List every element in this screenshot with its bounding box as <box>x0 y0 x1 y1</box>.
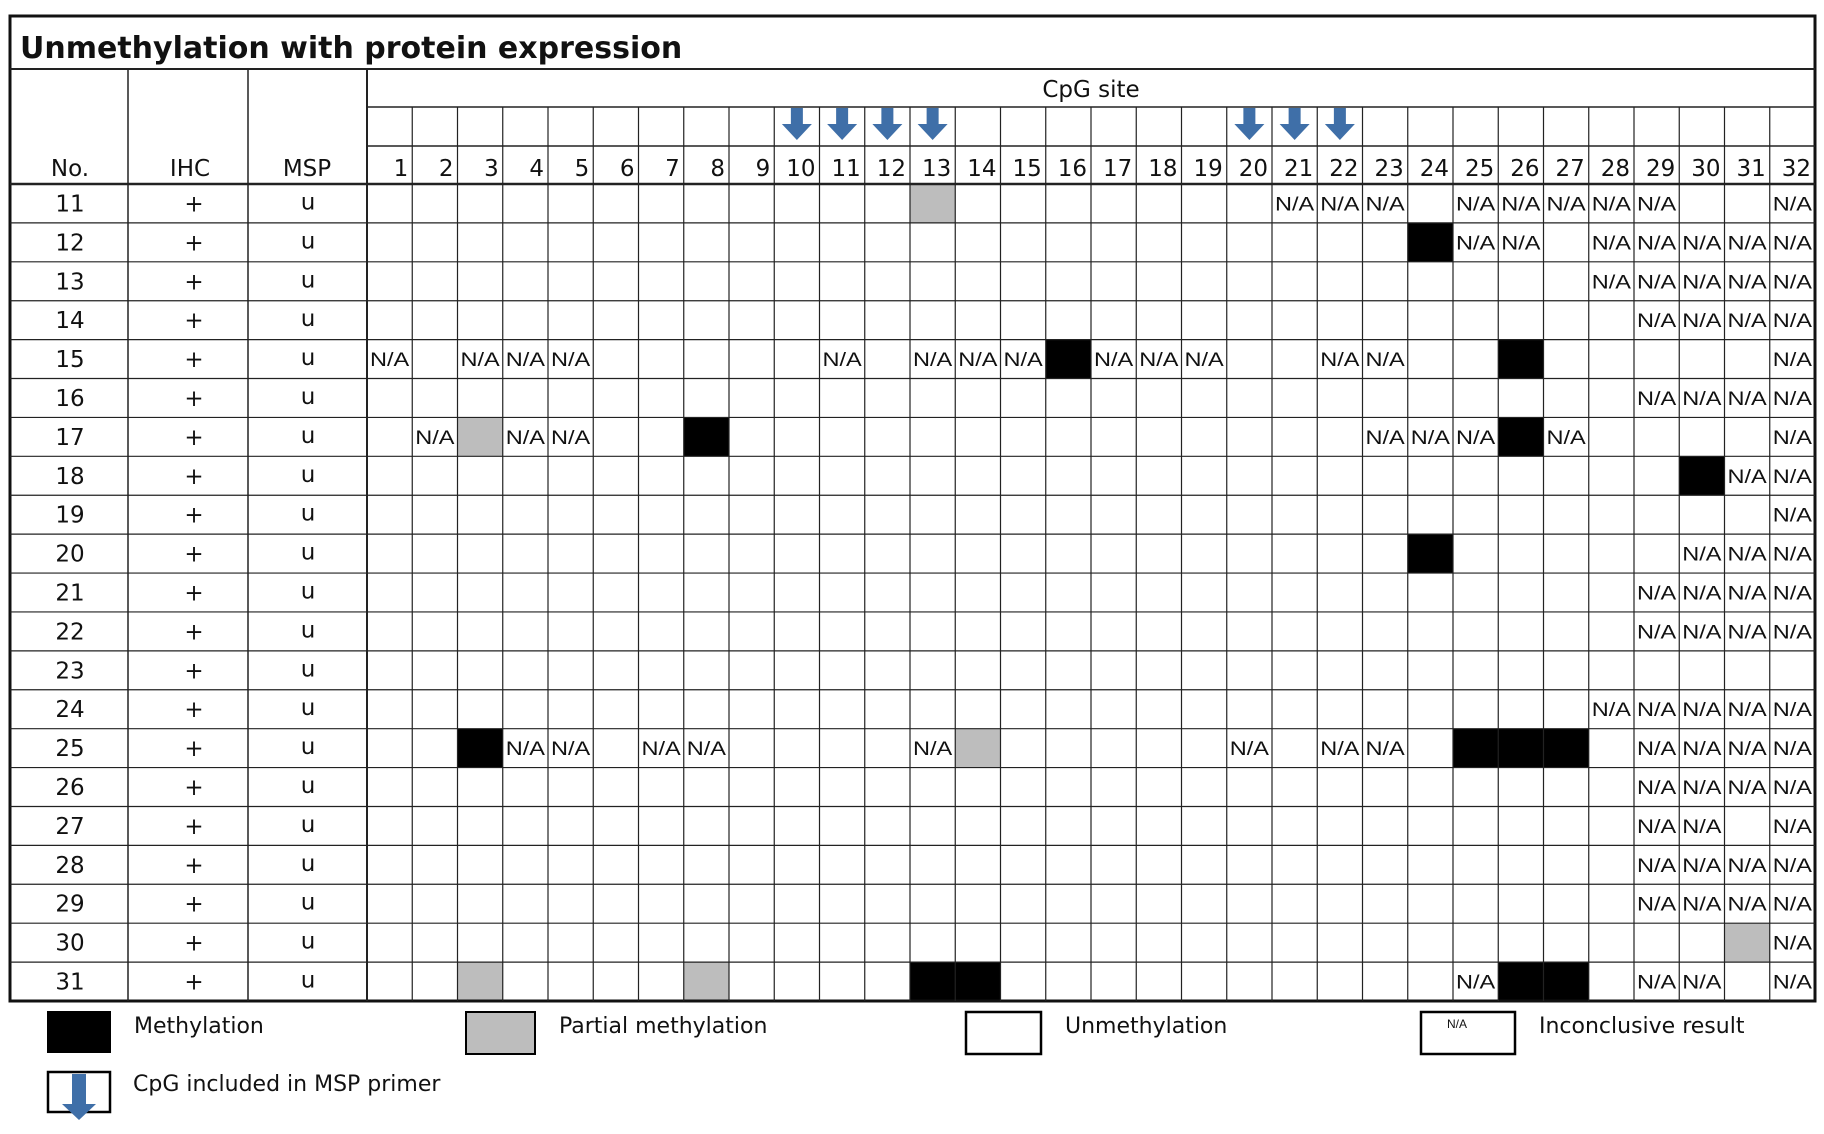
na-cell: N/A <box>1501 233 1541 255</box>
row-msp: u <box>300 189 316 216</box>
na-cell: N/A <box>1772 311 1813 333</box>
methylation-cell <box>458 729 503 768</box>
legend-unmethylation-label: Unmethylation <box>1065 1014 1228 1039</box>
site-label: 10 <box>786 156 816 182</box>
partial-methylation-cell <box>458 962 503 1001</box>
na-cell: N/A <box>1772 388 1813 410</box>
row-msp: u <box>300 228 316 255</box>
methylation-cell <box>1498 729 1543 768</box>
na-cell: N/A <box>1637 972 1677 994</box>
na-cell: N/A <box>1727 778 1768 800</box>
na-cell: N/A <box>1637 816 1677 838</box>
na-cell: N/A <box>1682 700 1722 722</box>
site-label: 28 <box>1600 156 1630 182</box>
na-cell: N/A <box>1682 972 1722 994</box>
methylation-cell <box>1679 456 1724 495</box>
row-msp: u <box>300 383 316 410</box>
site-label: 8 <box>710 156 725 182</box>
na-cell: N/A <box>1637 194 1677 216</box>
na-cell: N/A <box>641 739 682 761</box>
na-cell: N/A <box>1772 778 1813 800</box>
na-cell: N/A <box>1772 505 1813 527</box>
methylation-cell <box>1498 962 1543 1001</box>
methylation-cell <box>1498 340 1543 379</box>
na-cell: N/A <box>1727 272 1768 294</box>
na-cell: N/A <box>1682 816 1722 838</box>
row-ihc: + <box>184 658 204 685</box>
row-no: 12 <box>55 230 85 257</box>
row-no: 23 <box>55 658 85 685</box>
na-cell: N/A <box>1456 972 1496 994</box>
row-msp: u <box>300 578 316 605</box>
methylation-cell <box>1408 534 1453 573</box>
site-label: 13 <box>921 156 952 182</box>
na-cell: N/A <box>1682 272 1722 294</box>
row-no: 16 <box>55 385 85 412</box>
na-cell: N/A <box>1456 233 1496 255</box>
na-cell: N/A <box>1229 739 1270 761</box>
site-label: 30 <box>1691 156 1721 182</box>
site-label: 23 <box>1374 156 1404 182</box>
row-msp: u <box>300 928 316 955</box>
row-msp: u <box>300 656 316 683</box>
row-ihc: + <box>184 347 204 374</box>
na-cell: N/A <box>1727 583 1768 605</box>
na-cell: N/A <box>1591 194 1632 216</box>
na-cell: N/A <box>460 350 501 372</box>
na-cell: N/A <box>1365 194 1406 216</box>
na-cell: N/A <box>1139 350 1179 372</box>
row-msp: u <box>300 267 316 294</box>
methylation-cell <box>1544 729 1589 768</box>
row-msp: u <box>300 422 316 449</box>
row-msp: u <box>300 811 316 838</box>
row-no: 25 <box>55 736 85 763</box>
na-cell: N/A <box>913 739 953 761</box>
na-cell: N/A <box>1727 855 1768 877</box>
site-label: 27 <box>1555 156 1585 182</box>
partial-methylation-cell <box>955 729 1000 768</box>
legend-primer-label: CpG included in MSP primer <box>133 1072 441 1097</box>
na-cell: N/A <box>1772 427 1813 449</box>
partial-methylation-cell <box>684 962 729 1001</box>
row-msp: u <box>300 617 316 644</box>
na-cell: N/A <box>505 739 546 761</box>
row-no: 15 <box>55 347 85 374</box>
row-no: 11 <box>55 191 85 218</box>
methylation-cell <box>1453 729 1498 768</box>
na-cell: N/A <box>1682 739 1722 761</box>
row-msp: u <box>300 695 316 722</box>
site-label: 3 <box>484 156 499 182</box>
header-no: No. <box>50 156 90 182</box>
na-cell: N/A <box>505 427 546 449</box>
row-ihc: + <box>184 852 204 879</box>
na-cell: N/A <box>505 350 546 372</box>
methylation-cell <box>955 962 1000 1001</box>
na-cell: N/A <box>1501 194 1541 216</box>
na-cell: N/A <box>1772 466 1813 488</box>
legend-inconclusive-label: Inconclusive result <box>1539 1014 1745 1039</box>
na-cell: N/A <box>551 739 591 761</box>
methylation-cell <box>1544 962 1589 1001</box>
row-no: 18 <box>55 463 85 490</box>
site-label: 1 <box>393 156 409 182</box>
row-ihc: + <box>184 541 204 568</box>
na-cell: N/A <box>1637 311 1677 333</box>
na-cell: N/A <box>551 350 591 372</box>
na-cell: N/A <box>1320 194 1360 216</box>
na-cell: N/A <box>1772 194 1813 216</box>
na-cell: N/A <box>1003 350 1044 372</box>
site-label: 15 <box>1012 156 1042 182</box>
row-ihc: + <box>184 813 204 840</box>
site-label: 22 <box>1329 156 1359 182</box>
na-cell: N/A <box>1682 233 1722 255</box>
na-cell: N/A <box>1682 544 1722 566</box>
site-label: 20 <box>1238 156 1268 182</box>
na-cell: N/A <box>1410 427 1451 449</box>
partial-methylation-cell <box>458 417 503 456</box>
na-cell: N/A <box>1772 816 1813 838</box>
na-cell: N/A <box>1275 194 1315 216</box>
row-ihc: + <box>184 930 204 957</box>
legend-unmethylation-swatch <box>966 1012 1041 1054</box>
row-msp: u <box>300 850 316 877</box>
na-cell: N/A <box>913 350 953 372</box>
na-cell: N/A <box>1591 272 1632 294</box>
na-cell: N/A <box>1637 622 1677 644</box>
row-ihc: + <box>184 697 204 724</box>
na-cell: N/A <box>1637 855 1677 877</box>
na-cell: N/A <box>1772 972 1813 994</box>
na-cell: N/A <box>686 739 727 761</box>
site-label: 6 <box>619 156 635 182</box>
row-msp: u <box>300 889 316 916</box>
na-cell: N/A <box>1727 739 1768 761</box>
row-no: 17 <box>55 424 85 451</box>
na-cell: N/A <box>1772 894 1813 916</box>
na-cell: N/A <box>1637 700 1677 722</box>
row-no: 29 <box>55 891 85 918</box>
row-no: 26 <box>55 775 85 802</box>
row-no: 19 <box>55 502 85 529</box>
site-label: 17 <box>1102 156 1133 182</box>
methylation-cell <box>684 417 729 456</box>
partial-methylation-cell <box>910 184 955 223</box>
na-cell: N/A <box>1637 388 1677 410</box>
site-label: 21 <box>1283 156 1314 182</box>
row-ihc: + <box>184 230 204 257</box>
row-no: 22 <box>55 619 85 646</box>
na-cell: N/A <box>822 350 863 372</box>
na-cell: N/A <box>1772 233 1813 255</box>
na-cell: N/A <box>1682 388 1722 410</box>
na-cell: N/A <box>1682 778 1722 800</box>
row-msp: u <box>300 773 316 800</box>
legend-partial-swatch <box>466 1012 535 1054</box>
na-cell: N/A <box>1772 544 1813 566</box>
legend-methylation-label: Methylation <box>134 1014 264 1039</box>
row-msp: u <box>300 345 316 372</box>
site-label: 7 <box>665 156 680 182</box>
na-cell: N/A <box>1591 233 1632 255</box>
row-ihc: + <box>184 775 204 802</box>
na-cell: N/A <box>1772 583 1813 605</box>
row-msp: u <box>300 539 316 566</box>
na-cell: N/A <box>1772 272 1813 294</box>
row-no: 13 <box>55 269 85 296</box>
na-cell: N/A <box>1637 233 1677 255</box>
partial-methylation-cell <box>1725 923 1770 962</box>
na-cell: N/A <box>1320 739 1360 761</box>
na-cell: N/A <box>1682 855 1722 877</box>
na-cell: N/A <box>551 427 591 449</box>
na-cell: N/A <box>1772 700 1813 722</box>
row-no: 24 <box>55 697 85 724</box>
site-label: 26 <box>1510 156 1540 182</box>
na-cell: N/A <box>1456 427 1496 449</box>
row-ihc: + <box>184 969 204 996</box>
row-msp: u <box>300 306 316 333</box>
na-cell: N/A <box>1682 894 1722 916</box>
site-label: 4 <box>529 156 544 182</box>
row-ihc: + <box>184 191 204 218</box>
legend-inconclusive-na: N/A <box>1447 1017 1468 1031</box>
site-label: 5 <box>574 156 590 182</box>
site-label: 14 <box>967 156 997 182</box>
site-label: 32 <box>1781 156 1811 182</box>
na-cell: N/A <box>1365 350 1406 372</box>
methylation-cell <box>910 962 955 1001</box>
row-ihc: + <box>184 424 204 451</box>
na-cell: N/A <box>1772 855 1813 877</box>
na-cell: N/A <box>1727 700 1768 722</box>
methylation-cell <box>1498 417 1543 456</box>
na-cell: N/A <box>1682 311 1722 333</box>
row-no: 21 <box>55 580 85 607</box>
na-cell: N/A <box>1727 466 1768 488</box>
na-cell: N/A <box>1727 894 1768 916</box>
site-label: 31 <box>1736 156 1766 182</box>
na-cell: N/A <box>1772 739 1813 761</box>
header-cpg-site: CpG site <box>1042 77 1140 103</box>
legend-inconclusive-swatch <box>1421 1012 1515 1054</box>
row-no: 14 <box>55 308 85 335</box>
methylation-cell <box>1408 223 1453 262</box>
row-ihc: + <box>184 619 204 646</box>
row-ihc: + <box>184 502 204 529</box>
na-cell: N/A <box>415 427 455 449</box>
na-cell: N/A <box>1682 622 1722 644</box>
na-cell: N/A <box>1772 933 1813 955</box>
site-label: 11 <box>831 156 861 182</box>
figure-title: Unmethylation with protein expression <box>20 31 683 66</box>
row-no: 27 <box>55 813 85 840</box>
na-cell: N/A <box>1727 233 1768 255</box>
row-no: 20 <box>55 541 85 568</box>
na-cell: N/A <box>1365 427 1406 449</box>
na-cell: N/A <box>1727 622 1768 644</box>
na-cell: N/A <box>1682 583 1722 605</box>
row-no: 30 <box>55 930 85 957</box>
site-label: 24 <box>1419 156 1449 182</box>
site-label: 16 <box>1057 156 1087 182</box>
methylation-cell <box>1046 340 1091 379</box>
na-cell: N/A <box>1727 311 1768 333</box>
row-ihc: + <box>184 580 204 607</box>
row-no: 31 <box>55 969 85 996</box>
row-msp: u <box>300 461 316 488</box>
na-cell: N/A <box>1094 350 1134 372</box>
na-cell: N/A <box>1184 350 1225 372</box>
na-cell: N/A <box>1637 778 1677 800</box>
na-cell: N/A <box>1727 544 1768 566</box>
row-no: 28 <box>55 852 85 879</box>
row-ihc: + <box>184 269 204 296</box>
header-msp: MSP <box>282 156 332 182</box>
row-ihc: + <box>184 385 204 412</box>
site-label: 19 <box>1193 156 1223 182</box>
site-label: 25 <box>1464 156 1495 182</box>
site-label: 18 <box>1148 156 1178 182</box>
na-cell: N/A <box>1637 272 1677 294</box>
site-label: 2 <box>438 156 454 182</box>
row-ihc: + <box>184 736 204 763</box>
na-cell: N/A <box>1591 700 1632 722</box>
row-msp: u <box>300 500 316 527</box>
site-label: 29 <box>1645 156 1676 182</box>
row-ihc: + <box>184 308 204 335</box>
site-label: 12 <box>876 156 906 182</box>
na-cell: N/A <box>1772 350 1813 372</box>
header-ihc: IHC <box>169 156 211 182</box>
legend-methylation-swatch <box>48 1012 110 1052</box>
na-cell: N/A <box>370 350 410 372</box>
na-cell: N/A <box>1456 194 1496 216</box>
na-cell: N/A <box>958 350 998 372</box>
na-cell: N/A <box>1637 583 1677 605</box>
na-cell: N/A <box>1772 622 1813 644</box>
na-cell: N/A <box>1546 194 1587 216</box>
na-cell: N/A <box>1365 739 1406 761</box>
na-cell: N/A <box>1727 388 1768 410</box>
row-ihc: + <box>184 463 204 490</box>
legend-partial-label: Partial methylation <box>559 1014 768 1039</box>
row-ihc: + <box>184 891 204 918</box>
row-msp: u <box>300 734 316 761</box>
na-cell: N/A <box>1637 739 1677 761</box>
row-msp: u <box>300 967 316 994</box>
site-label: 9 <box>755 156 771 182</box>
na-cell: N/A <box>1546 427 1587 449</box>
na-cell: N/A <box>1320 350 1360 372</box>
na-cell: N/A <box>1637 894 1677 916</box>
